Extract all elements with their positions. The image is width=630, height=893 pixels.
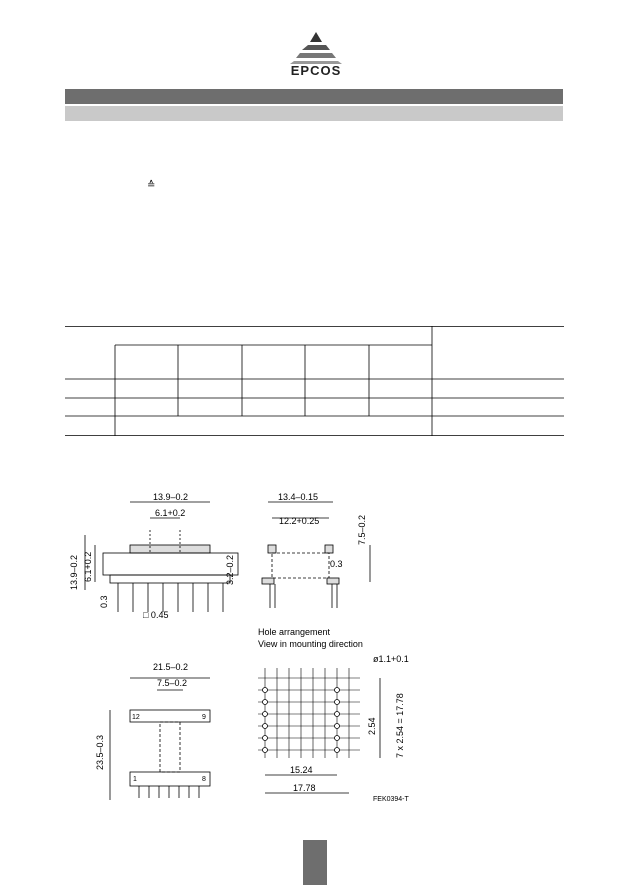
side-height-dim: 13.9–0.2 (69, 554, 79, 590)
pin-8-label: 8 (202, 776, 206, 783)
hole-subtitle: View in mounting direction (258, 639, 363, 649)
technical-drawing (55, 490, 435, 810)
spec-table (65, 326, 564, 436)
hole-x1-dim: 15.24 (290, 765, 313, 775)
top-width-dim: 21.5–0.2 (153, 662, 189, 672)
side-flange-dim: 6.1+0.2 (83, 551, 93, 582)
end-inner-dim: 12.2+0.25 (279, 516, 320, 526)
hole-x2-dim: 17.78 (293, 783, 316, 793)
drawing-code: FEK0394-T (373, 796, 409, 803)
end-width-dim: 13.4–0.15 (278, 492, 319, 502)
hole-total-dim: 7 x 2.54 = 17.78 (395, 693, 405, 758)
end-height-dim: 7.5–0.2 (357, 514, 367, 545)
pin-9-label: 9 (202, 714, 206, 721)
pin-1-label: 1 (133, 776, 137, 783)
top-length-dim: 23.5–0.3 (95, 734, 105, 770)
side-inner-dim: 6.1+0.2 (155, 508, 186, 518)
brand-name: EPCOS (290, 63, 342, 78)
side-pin-len-dim: 3.2–0.2 (225, 554, 235, 585)
side-pin-square-dim: □ 0.45 (143, 610, 169, 620)
end-gap-dim: 0.3 (330, 559, 343, 569)
page-tab (303, 840, 327, 885)
header-bar-dark (65, 89, 563, 104)
side-width-dim: 13.9–0.2 (153, 492, 189, 502)
hole-title: Hole arrangement (258, 627, 331, 637)
approx-symbol: ≙ (147, 180, 156, 191)
hole-pitch-dim: 2.54 (367, 717, 377, 735)
header-bar-light (65, 106, 563, 121)
top-inner-dim: 7.5–0.2 (157, 678, 188, 688)
hole-diameter-dim: ø1.1+0.1 (373, 654, 409, 664)
pin-12-label: 12 (132, 714, 140, 721)
side-offset-dim: 0.3 (99, 595, 109, 608)
